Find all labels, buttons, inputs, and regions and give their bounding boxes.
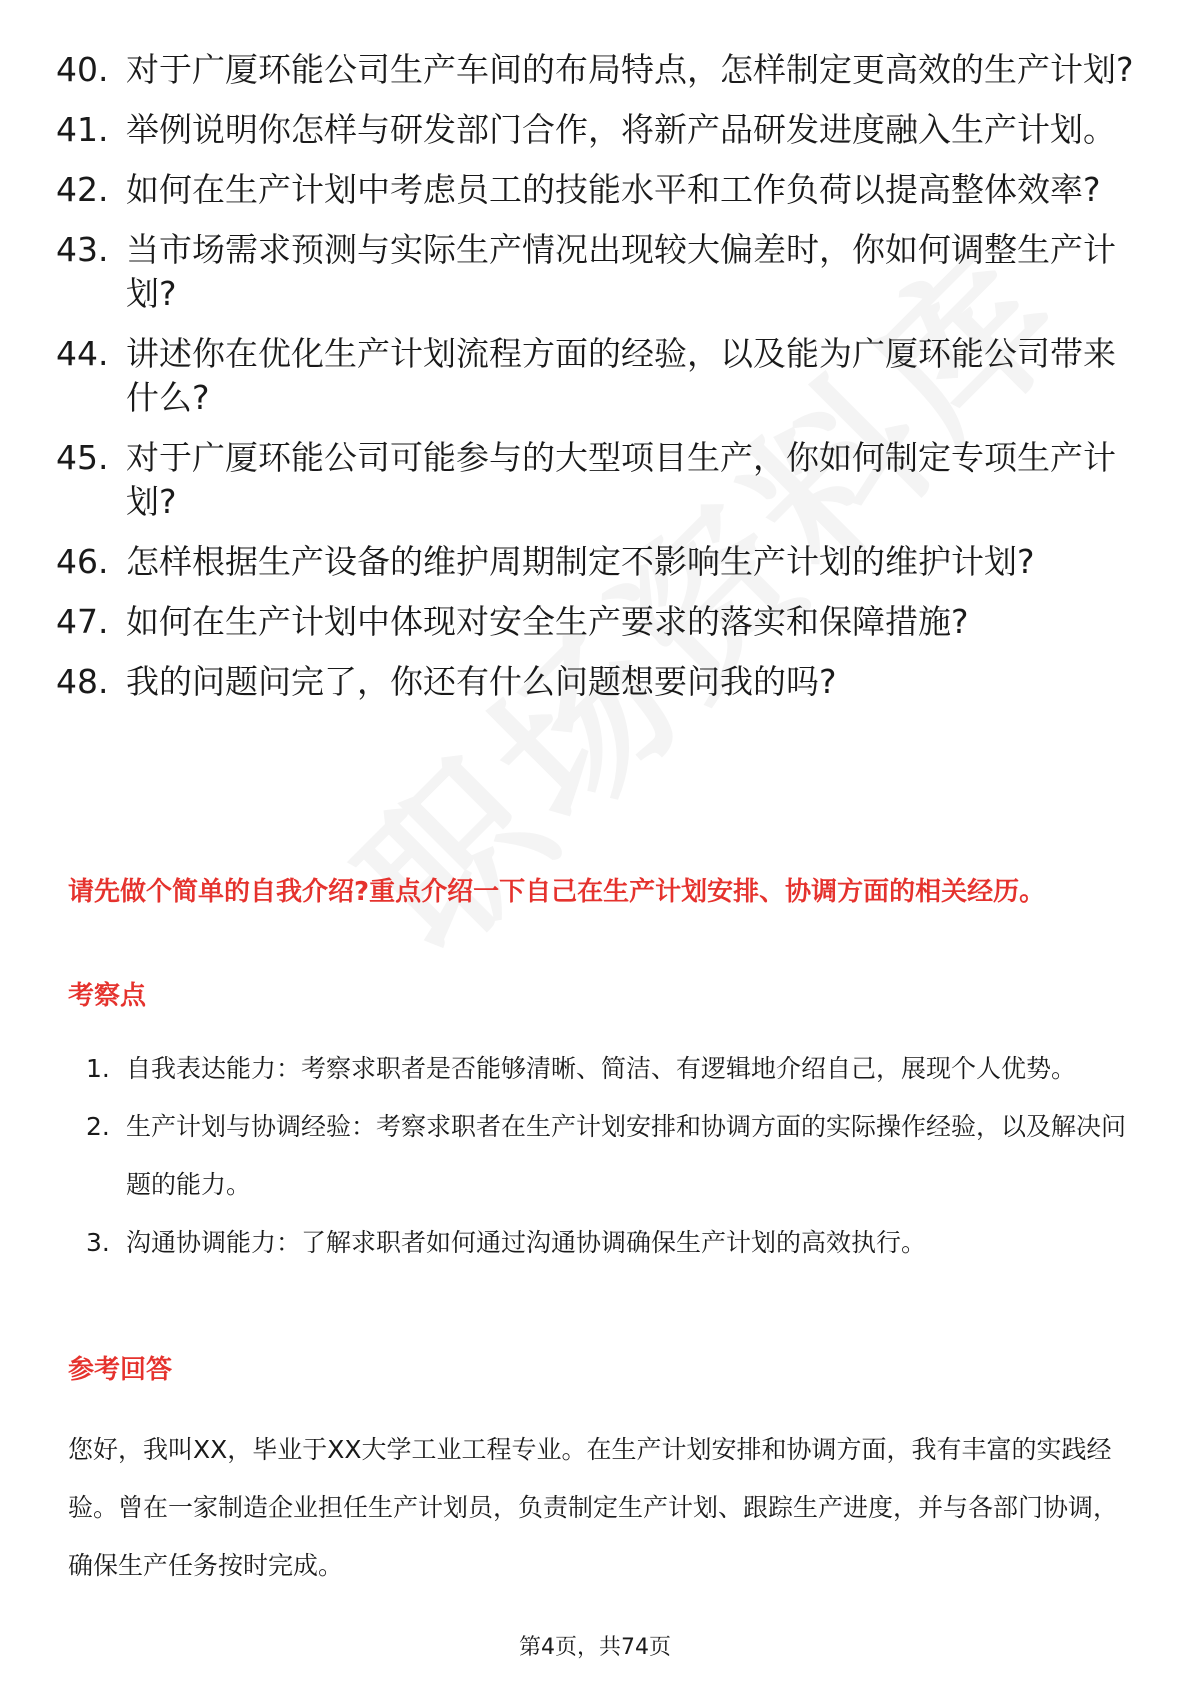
question-text: 对于广厦环能公司生产车间的布局特点，怎样制定更高效的生产计划? — [126, 50, 1134, 89]
question-text: 如何在生产计划中体现对安全生产要求的落实和保障措施? — [126, 602, 969, 641]
assessment-points-list — [86, 1040, 1131, 1272]
reference-answer-heading: 参考回答 — [68, 1355, 173, 1385]
question-item — [56, 332, 1136, 420]
page-footer: 第4页，共74页 — [519, 1635, 671, 1660]
question-number: 41. — [56, 110, 109, 149]
question-number: 40. — [56, 50, 109, 89]
assessment-points-heading: 考察点 — [68, 981, 147, 1011]
question-number: 48. — [56, 662, 109, 701]
question-text: 对于广厦环能公司可能参与的大型项目生产，你如何制定专项生产计划? — [126, 438, 1116, 521]
question-text: 讲述你在优化生产计划流程方面的经验，以及能为广厦环能公司带来什么? — [126, 334, 1116, 417]
question-item — [56, 600, 1136, 644]
question-number: 46. — [56, 542, 109, 581]
question-number: 44. — [56, 334, 109, 373]
question-text: 当市场需求预测与实际生产情况出现较大偏差时，你如何调整生产计划? — [126, 230, 1116, 313]
interview-question-heading: 请先做个简单的自我介绍?重点介绍一下自己在生产计划安排、协调方面的相关经历。 — [68, 877, 1046, 907]
assessment-point — [86, 1214, 1131, 1272]
question-item — [56, 660, 1136, 704]
point-number: 1. — [86, 1054, 110, 1083]
point-number: 3. — [86, 1228, 110, 1257]
question-item — [56, 168, 1136, 212]
point-text: 生产计划与协调经验：考察求职者在生产计划安排和协调方面的实际操作经验，以及解决问题的能力。 — [126, 1112, 1127, 1199]
assessment-point — [86, 1098, 1131, 1214]
question-item — [56, 228, 1136, 316]
question-number: 43. — [56, 230, 109, 269]
question-number: 47. — [56, 602, 109, 641]
question-item — [56, 108, 1136, 152]
question-number: 45. — [56, 438, 109, 477]
assessment-point — [86, 1040, 1131, 1098]
question-text: 我的问题问完了，你还有什么问题想要问我的吗? — [126, 662, 837, 701]
question-item — [56, 48, 1136, 92]
point-text: 沟通协调能力：了解求职者如何通过沟通协调确保生产计划的高效执行。 — [126, 1228, 927, 1257]
question-item — [56, 540, 1136, 584]
reference-answer-text: 您好，我叫XX，毕业于XX大学工业工程专业。在生产计划安排和协调方面，我有丰富的实践经验。曾在一家制造企业担任生产计划员，负责制定生产计划、跟踪生产进度，并与各部门协调，确保生产任务按时完成。 — [68, 1435, 1119, 1580]
question-number: 42. — [56, 170, 109, 209]
question-text: 如何在生产计划中考虑员工的技能水平和工作负荷以提高整体效率? — [126, 170, 1101, 209]
question-text: 怎样根据生产设备的维护周期制定不影响生产计划的维护计划? — [126, 542, 1035, 581]
question-list — [56, 48, 1136, 720]
question-item — [56, 436, 1136, 524]
point-number: 2. — [86, 1112, 110, 1141]
question-text: 举例说明你怎样与研发部门合作，将新产品研发进度融入生产计划。 — [126, 110, 1116, 149]
point-text: 自我表达能力：考察求职者是否能够清晰、简洁、有逻辑地介绍自己，展现个人优势。 — [126, 1054, 1077, 1083]
